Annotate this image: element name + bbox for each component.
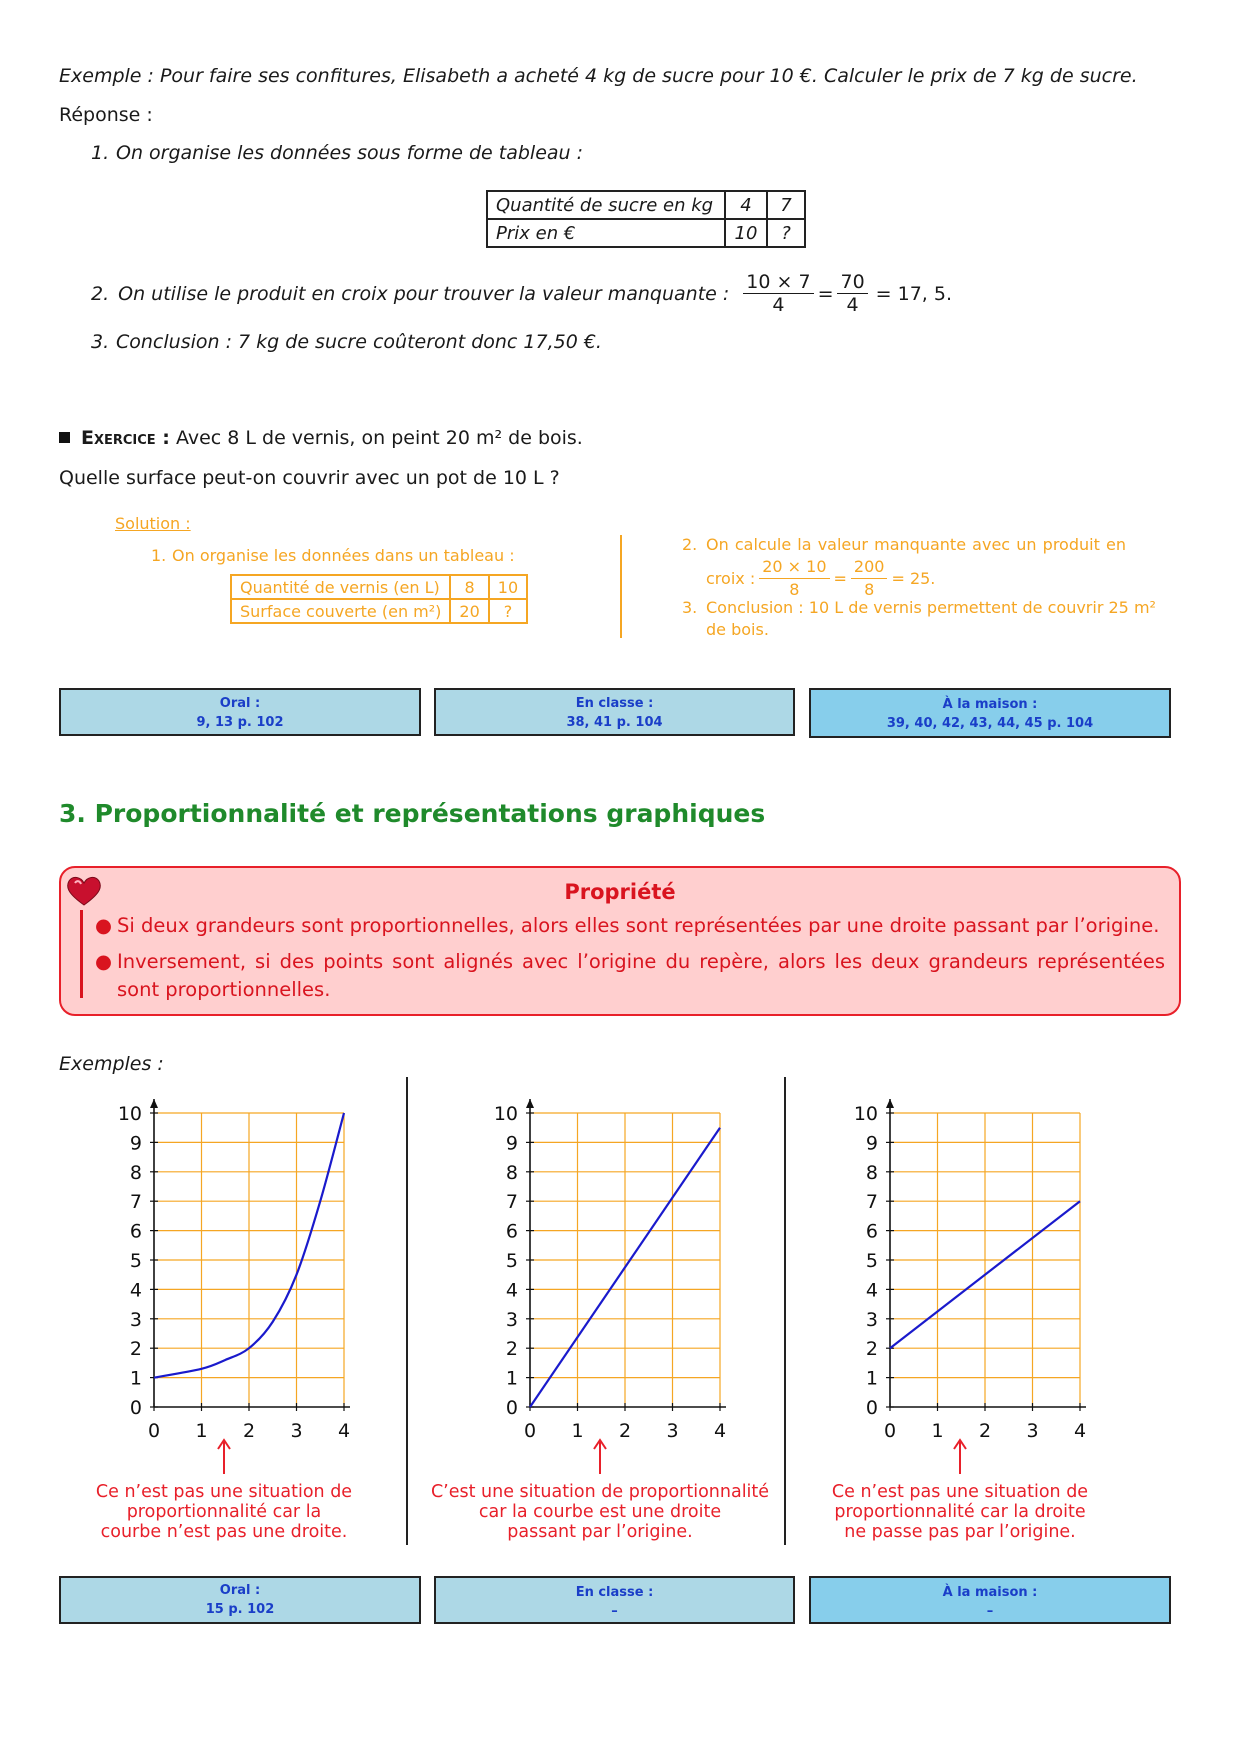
- bullet-icon: ●: [95, 950, 113, 973]
- y-tick-label: 5: [129, 1250, 142, 1272]
- exercise-text2: Quelle surface peut-on couvrir avec un pot de 10 L ?: [59, 467, 560, 489]
- result: = 25.: [891, 568, 936, 588]
- classe-box: [434, 688, 795, 736]
- y-tick-label: 5: [865, 1250, 878, 1272]
- x-tick-label: 0: [523, 1420, 537, 1442]
- table-cell: 7: [767, 191, 805, 219]
- graph-divider: [784, 1077, 786, 1545]
- y-tick-label: 6: [505, 1220, 518, 1243]
- example-step1: On organise les données sous forme de tableau :: [116, 142, 584, 164]
- x-tick-label: 1: [571, 1420, 584, 1442]
- y-tick-label: 6: [865, 1220, 878, 1243]
- x-tick-label: 1: [195, 1420, 208, 1442]
- y-tick-label: 3: [505, 1308, 518, 1331]
- y-tick-label: 7: [865, 1191, 878, 1214]
- example-step1-num: 1.: [91, 142, 110, 164]
- fraction-numerator: 200: [851, 556, 888, 579]
- box-title: Oral :: [219, 1583, 261, 1598]
- y-tick-label: 9: [505, 1132, 518, 1155]
- fraction: [743, 271, 813, 316]
- y-tick-label: 8: [129, 1161, 142, 1184]
- solution-step2b-text: croix :: [706, 568, 756, 588]
- fraction-denominator: 4: [772, 294, 785, 316]
- heart-icon: [64, 875, 104, 907]
- x-tick-label: 4: [713, 1420, 726, 1442]
- example-step3: Conclusion : 7 kg de sucre coûteront donc 17,50 €.: [116, 331, 602, 353]
- y-tick-label: 10: [853, 1103, 878, 1125]
- fraction-denominator: 8: [864, 580, 875, 599]
- fraction: [837, 271, 867, 316]
- example-statement: Exemple : Pour faire ses confitures, Elisabeth a acheté 4 kg de sucre pour 10 €. Calculer le prix de 7 kg de sucre.: [59, 65, 1138, 87]
- solution-step2a: On calcule la valeur manquante avec un produit en: [706, 535, 1126, 554]
- y-tick-label: 7: [129, 1191, 142, 1214]
- y-tick-label: 2: [129, 1338, 142, 1361]
- box-value: 9, 13 p. 102: [196, 715, 284, 730]
- y-tick-label: 7: [505, 1191, 518, 1214]
- fraction-numerator: 20 × 10: [759, 556, 829, 579]
- solution-step1-num: 1.: [151, 546, 167, 565]
- fraction-numerator: 70: [837, 271, 867, 294]
- exercise-text1: Avec 8 L de vernis, on peint 20 m² de bois.: [175, 427, 583, 449]
- caption-line: Ce n’est pas une situation de: [95, 1482, 353, 1502]
- box-title: Oral :: [219, 696, 261, 711]
- caption-line: courbe n’est pas une droite.: [100, 1522, 348, 1542]
- table-cell: 4: [725, 191, 767, 219]
- table-cell: Surface couverte (en m²): [231, 599, 450, 623]
- y-tick-label: 10: [493, 1103, 518, 1125]
- property-item-2-text: Inversement, si des points sont alignés avec l’origine du repère, alors les deux grandeurs représentées sont proportionnelles.: [117, 950, 1165, 1001]
- y-tick-label: 8: [505, 1161, 518, 1184]
- x-tick-label: 4: [337, 1420, 350, 1442]
- y-tick-label: 1: [129, 1367, 142, 1390]
- graph-divider: [406, 1077, 408, 1545]
- y-axis-arrow-icon: [150, 1099, 158, 1108]
- fraction-numerator: 10 × 7: [743, 271, 813, 294]
- varnish-table: [230, 574, 528, 624]
- box-value: 39, 40, 42, 43, 44, 45 p. 104: [886, 716, 1094, 731]
- x-tick-label: 3: [290, 1420, 303, 1442]
- graph-curve: [100, 1085, 350, 1445]
- fraction-denominator: 8: [789, 580, 800, 599]
- maison-box: [809, 688, 1171, 738]
- graph-affine-line: [836, 1085, 1086, 1445]
- y-tick-label: 9: [865, 1132, 878, 1155]
- property-box: [59, 866, 1181, 1016]
- answer-label: Réponse :: [59, 104, 153, 126]
- section-title: 3. Proportionnalité et représentations graphiques: [59, 799, 766, 828]
- solution-step3-num: 3.: [682, 598, 698, 617]
- y-tick-label: 1: [505, 1367, 518, 1390]
- x-tick-label: 4: [1073, 1420, 1086, 1442]
- y-tick-label: 2: [865, 1338, 878, 1361]
- y-tick-label: 4: [505, 1279, 518, 1302]
- fraction-denominator: 4: [846, 294, 859, 316]
- square-bullet-icon: [59, 432, 70, 443]
- y-axis-arrow-icon: [886, 1099, 894, 1108]
- property-item-1-text: Si deux grandeurs sont proportionnelles, alors elles sont représentées par une droite passant par l’origine.: [117, 914, 1160, 937]
- y-tick-label: 3: [129, 1308, 142, 1331]
- box-value: –: [611, 1604, 618, 1619]
- bullet-icon: ●: [95, 914, 113, 937]
- y-tick-label: 8: [865, 1161, 878, 1184]
- caption-line: car la courbe est une droite: [478, 1502, 722, 1522]
- oral-box: [59, 1576, 421, 1624]
- equals-sign: =: [817, 282, 834, 305]
- solution-step3b: de bois.: [706, 620, 769, 639]
- y-tick-label: 4: [129, 1279, 142, 1302]
- graph-proportional-line: [476, 1085, 726, 1445]
- y-tick-label: 6: [129, 1220, 142, 1243]
- table-cell: ?: [767, 219, 805, 247]
- caption-line: ne passe pas par l’origine.: [844, 1522, 1076, 1542]
- example-step3-num: 3.: [91, 331, 110, 353]
- table-cell: 10: [489, 575, 527, 599]
- box-title: À la maison :: [942, 1585, 1038, 1600]
- sugar-table: [486, 190, 806, 248]
- classe-box: [434, 1576, 795, 1624]
- y-tick-label: 5: [505, 1250, 518, 1272]
- y-tick-label: 0: [129, 1397, 142, 1419]
- x-tick-label: 2: [242, 1420, 256, 1442]
- table-cell: ?: [489, 599, 527, 623]
- x-tick-label: 1: [931, 1420, 944, 1442]
- column-divider: [620, 535, 622, 638]
- solution-step2b: [706, 556, 935, 601]
- table-cell: Quantité de sucre en kg: [487, 191, 725, 219]
- caption-line: passant par l’origine.: [507, 1522, 693, 1542]
- result: = 17, 5.: [875, 282, 953, 305]
- y-tick-label: 0: [505, 1397, 518, 1419]
- box-title: À la maison :: [942, 697, 1038, 712]
- caption-line: proportionnalité car la droite: [834, 1502, 1086, 1522]
- exercise-label: Exercice :: [81, 427, 170, 449]
- y-tick-label: 10: [117, 1103, 142, 1125]
- example-step2-text: On utilise le produit en croix pour trouver la valeur manquante :: [118, 282, 730, 305]
- graph-caption-1: [74, 1482, 374, 1542]
- solution-step2-num: 2.: [682, 535, 698, 554]
- y-tick-label: 3: [865, 1308, 878, 1331]
- arrow-up-icon: [952, 1438, 968, 1476]
- box-value: 15 p. 102: [205, 1602, 275, 1617]
- property-item-2: [95, 948, 1165, 1004]
- property-side-bar: [80, 910, 83, 998]
- property-item-1: [95, 912, 1165, 940]
- y-tick-label: 0: [865, 1397, 878, 1419]
- solution-label: Solution :: [115, 514, 191, 533]
- box-title: En classe :: [575, 696, 654, 711]
- caption-line: C’est une situation de proportionnalité: [430, 1482, 770, 1502]
- fraction: [851, 556, 888, 601]
- box-title: En classe :: [575, 1585, 654, 1600]
- box-value: –: [986, 1604, 994, 1619]
- graph-caption-3: [810, 1482, 1110, 1542]
- graph-caption-2: [420, 1482, 780, 1542]
- equals-sign: =: [833, 568, 847, 588]
- x-tick-label: 3: [1026, 1420, 1039, 1442]
- solution-step3a: Conclusion : 10 L de vernis permettent de couvrir 25 m²: [706, 598, 1156, 617]
- x-tick-label: 0: [883, 1420, 897, 1442]
- oral-box: [59, 688, 421, 736]
- example-step2-num: 2.: [91, 282, 110, 305]
- caption-line: Ce n’est pas une situation de: [831, 1482, 1089, 1502]
- property-title: Propriété: [564, 880, 676, 904]
- table-cell: 20: [450, 599, 488, 623]
- x-tick-label: 2: [978, 1420, 992, 1442]
- x-tick-label: 3: [666, 1420, 679, 1442]
- x-tick-label: 0: [147, 1420, 161, 1442]
- example-step2: [91, 271, 952, 316]
- arrow-up-icon: [592, 1438, 608, 1476]
- maison-box: [809, 1576, 1171, 1624]
- fraction: [759, 556, 829, 601]
- x-tick-label: 2: [618, 1420, 632, 1442]
- y-tick-label: 1: [865, 1367, 878, 1390]
- box-value: 38, 41 p. 104: [566, 715, 663, 730]
- examples-label: Exemples :: [59, 1053, 164, 1075]
- solution-step1: On organise les données dans un tableau :: [172, 546, 515, 565]
- caption-line: proportionnalité car la: [126, 1502, 322, 1522]
- y-tick-label: 9: [129, 1132, 142, 1155]
- table-cell: Quantité de vernis (en L): [231, 575, 450, 599]
- table-cell: Prix en €: [487, 219, 725, 247]
- table-cell: 8: [450, 575, 488, 599]
- y-tick-label: 4: [865, 1279, 878, 1302]
- y-tick-label: 2: [505, 1338, 518, 1361]
- exercise-line1: [81, 426, 583, 450]
- y-axis-arrow-icon: [526, 1099, 534, 1108]
- arrow-up-icon: [216, 1438, 232, 1476]
- table-cell: 10: [725, 219, 767, 247]
